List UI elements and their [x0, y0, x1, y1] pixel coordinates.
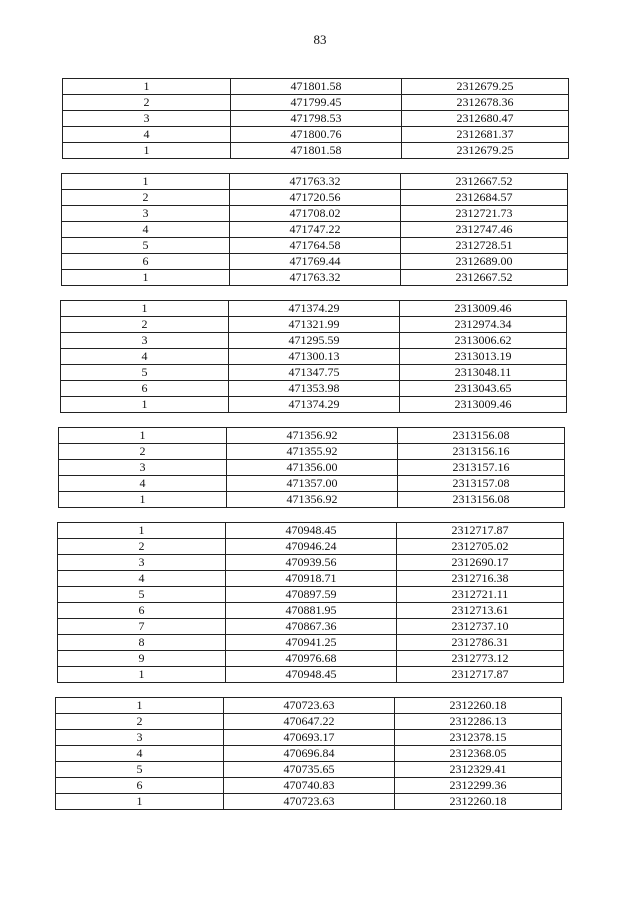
point-number-cell: 1 — [59, 492, 227, 508]
y-coordinate-cell: 2312705.02 — [397, 539, 564, 555]
point-number-cell: 1 — [63, 79, 231, 95]
table-row — [63, 143, 569, 159]
table-row — [61, 349, 567, 365]
table-row — [58, 555, 564, 571]
y-coordinate-cell: 2313156.16 — [398, 444, 565, 460]
table-row — [63, 111, 569, 127]
coordinate-table — [60, 300, 567, 413]
y-coordinate-cell: 2313048.11 — [400, 365, 567, 381]
point-number-cell: 3 — [59, 460, 227, 476]
point-number-cell: 1 — [59, 428, 227, 444]
table-row — [58, 635, 564, 651]
x-coordinate-cell: 470941.25 — [226, 635, 397, 651]
table-row — [56, 778, 562, 794]
x-coordinate-cell: 470723.63 — [224, 794, 395, 810]
x-coordinate-cell: 470647.22 — [224, 714, 395, 730]
y-coordinate-cell: 2312679.25 — [402, 143, 569, 159]
x-coordinate-cell: 471800.76 — [231, 127, 402, 143]
x-coordinate-cell: 470881.95 — [226, 603, 397, 619]
point-number-cell: 5 — [58, 587, 226, 603]
table-row — [63, 79, 569, 95]
table-row — [62, 238, 568, 254]
x-coordinate-cell: 471353.98 — [229, 381, 400, 397]
y-coordinate-cell: 2312716.38 — [397, 571, 564, 587]
x-coordinate-cell: 471300.13 — [229, 349, 400, 365]
y-coordinate-cell: 2313157.08 — [398, 476, 565, 492]
y-coordinate-cell: 2313013.19 — [400, 349, 567, 365]
table-row — [58, 603, 564, 619]
point-number-cell: 8 — [58, 635, 226, 651]
x-coordinate-cell: 470976.68 — [226, 651, 397, 667]
table-row — [58, 571, 564, 587]
table-row — [62, 222, 568, 238]
x-coordinate-cell: 471321.99 — [229, 317, 400, 333]
coordinate-table — [61, 173, 568, 286]
y-coordinate-cell: 2313006.62 — [400, 333, 567, 349]
point-number-cell: 2 — [58, 539, 226, 555]
y-coordinate-cell: 2312378.15 — [395, 730, 562, 746]
y-coordinate-cell: 2313043.65 — [400, 381, 567, 397]
coordinate-tables — [0, 78, 640, 824]
y-coordinate-cell: 2312786.31 — [397, 635, 564, 651]
table-row — [56, 762, 562, 778]
y-coordinate-cell: 2313157.16 — [398, 460, 565, 476]
y-coordinate-cell: 2312260.18 — [395, 698, 562, 714]
point-number-cell: 9 — [58, 651, 226, 667]
x-coordinate-cell: 471799.45 — [231, 95, 402, 111]
x-coordinate-cell: 471356.92 — [227, 428, 398, 444]
table-row — [63, 127, 569, 143]
table-row — [58, 587, 564, 603]
y-coordinate-cell: 2313156.08 — [398, 428, 565, 444]
table-row — [62, 270, 568, 286]
point-number-cell: 4 — [58, 571, 226, 587]
y-coordinate-cell: 2312681.37 — [402, 127, 569, 143]
y-coordinate-cell: 2312689.00 — [401, 254, 568, 270]
table-row — [61, 381, 567, 397]
y-coordinate-cell: 2313009.46 — [400, 301, 567, 317]
y-coordinate-cell: 2312721.73 — [401, 206, 568, 222]
x-coordinate-cell: 471347.75 — [229, 365, 400, 381]
coordinate-table — [57, 522, 564, 683]
point-number-cell: 7 — [58, 619, 226, 635]
point-number-cell: 2 — [63, 95, 231, 111]
point-number-cell: 2 — [61, 317, 229, 333]
y-coordinate-cell: 2312667.52 — [401, 174, 568, 190]
y-coordinate-cell: 2312717.87 — [397, 667, 564, 683]
y-coordinate-cell: 2312974.34 — [400, 317, 567, 333]
y-coordinate-cell: 2312684.57 — [401, 190, 568, 206]
y-coordinate-cell: 2312260.18 — [395, 794, 562, 810]
x-coordinate-cell: 471769.44 — [230, 254, 401, 270]
x-coordinate-cell: 471708.02 — [230, 206, 401, 222]
table-row — [56, 794, 562, 810]
table-row — [59, 444, 565, 460]
y-coordinate-cell: 2312713.61 — [397, 603, 564, 619]
x-coordinate-cell: 471374.29 — [229, 397, 400, 413]
table-row — [61, 333, 567, 349]
x-coordinate-cell: 471798.53 — [231, 111, 402, 127]
table-row — [59, 460, 565, 476]
point-number-cell: 3 — [61, 333, 229, 349]
point-number-cell: 6 — [62, 254, 230, 270]
x-coordinate-cell: 470897.59 — [226, 587, 397, 603]
y-coordinate-cell: 2312728.51 — [401, 238, 568, 254]
table-row — [62, 206, 568, 222]
table-row — [61, 301, 567, 317]
point-number-cell: 4 — [56, 746, 224, 762]
x-coordinate-cell: 471801.58 — [231, 79, 402, 95]
table-row — [56, 746, 562, 762]
table-row — [58, 651, 564, 667]
table-row — [62, 174, 568, 190]
x-coordinate-cell: 471764.58 — [230, 238, 401, 254]
y-coordinate-cell: 2312299.36 — [395, 778, 562, 794]
table-row — [56, 714, 562, 730]
x-coordinate-cell: 471763.32 — [230, 174, 401, 190]
x-coordinate-cell: 470939.56 — [226, 555, 397, 571]
point-number-cell: 1 — [56, 698, 224, 714]
point-number-cell: 2 — [59, 444, 227, 460]
point-number-cell: 1 — [58, 667, 226, 683]
point-number-cell: 5 — [62, 238, 230, 254]
y-coordinate-cell: 2312667.52 — [401, 270, 568, 286]
x-coordinate-cell: 471357.00 — [227, 476, 398, 492]
x-coordinate-cell: 470948.45 — [226, 667, 397, 683]
y-coordinate-cell: 2313009.46 — [400, 397, 567, 413]
point-number-cell: 6 — [58, 603, 226, 619]
point-number-cell: 4 — [61, 349, 229, 365]
y-coordinate-cell: 2312680.47 — [402, 111, 569, 127]
point-number-cell: 1 — [58, 523, 226, 539]
point-number-cell: 4 — [59, 476, 227, 492]
y-coordinate-cell: 2312690.17 — [397, 555, 564, 571]
x-coordinate-cell: 470918.71 — [226, 571, 397, 587]
table-row — [58, 667, 564, 683]
point-number-cell: 6 — [61, 381, 229, 397]
table-row — [58, 523, 564, 539]
point-number-cell: 1 — [62, 270, 230, 286]
x-coordinate-cell: 471801.58 — [231, 143, 402, 159]
point-number-cell: 4 — [62, 222, 230, 238]
coordinate-table — [62, 78, 569, 159]
table-row — [58, 619, 564, 635]
x-coordinate-cell: 470735.65 — [224, 762, 395, 778]
table-row — [61, 397, 567, 413]
point-number-cell: 3 — [56, 730, 224, 746]
table-row — [59, 476, 565, 492]
x-coordinate-cell: 470948.45 — [226, 523, 397, 539]
y-coordinate-cell: 2312678.36 — [402, 95, 569, 111]
table-row — [61, 317, 567, 333]
coordinate-table — [55, 697, 562, 810]
x-coordinate-cell: 471356.92 — [227, 492, 398, 508]
table-row — [62, 254, 568, 270]
point-number-cell: 3 — [62, 206, 230, 222]
x-coordinate-cell: 471355.92 — [227, 444, 398, 460]
point-number-cell: 5 — [56, 762, 224, 778]
x-coordinate-cell: 470867.36 — [226, 619, 397, 635]
x-coordinate-cell: 470696.84 — [224, 746, 395, 762]
point-number-cell: 5 — [61, 365, 229, 381]
point-number-cell: 1 — [63, 143, 231, 159]
x-coordinate-cell: 471720.56 — [230, 190, 401, 206]
y-coordinate-cell: 2312368.05 — [395, 746, 562, 762]
x-coordinate-cell: 470740.83 — [224, 778, 395, 794]
y-coordinate-cell: 2312747.46 — [401, 222, 568, 238]
x-coordinate-cell: 471374.29 — [229, 301, 400, 317]
x-coordinate-cell: 470946.24 — [226, 539, 397, 555]
point-number-cell: 2 — [56, 714, 224, 730]
point-number-cell: 1 — [61, 397, 229, 413]
point-number-cell: 3 — [58, 555, 226, 571]
y-coordinate-cell: 2312737.10 — [397, 619, 564, 635]
table-row — [58, 539, 564, 555]
x-coordinate-cell: 471356.00 — [227, 460, 398, 476]
table-row — [56, 730, 562, 746]
table-row — [61, 365, 567, 381]
y-coordinate-cell: 2312721.11 — [397, 587, 564, 603]
point-number-cell: 1 — [56, 794, 224, 810]
x-coordinate-cell: 471295.59 — [229, 333, 400, 349]
point-number-cell: 1 — [61, 301, 229, 317]
coordinate-table — [58, 427, 565, 508]
table-row — [56, 698, 562, 714]
x-coordinate-cell: 470693.17 — [224, 730, 395, 746]
x-coordinate-cell: 470723.63 — [224, 698, 395, 714]
table-row — [63, 95, 569, 111]
y-coordinate-cell: 2312329.41 — [395, 762, 562, 778]
page-number: 83 — [313, 32, 327, 47]
point-number-cell: 6 — [56, 778, 224, 794]
table-row — [62, 190, 568, 206]
y-coordinate-cell: 2312286.13 — [395, 714, 562, 730]
y-coordinate-cell: 2312679.25 — [402, 79, 569, 95]
x-coordinate-cell: 471747.22 — [230, 222, 401, 238]
y-coordinate-cell: 2312773.12 — [397, 651, 564, 667]
y-coordinate-cell: 2312717.87 — [397, 523, 564, 539]
point-number-cell: 4 — [63, 127, 231, 143]
table-row — [59, 428, 565, 444]
point-number-cell: 2 — [62, 190, 230, 206]
x-coordinate-cell: 471763.32 — [230, 270, 401, 286]
point-number-cell: 3 — [63, 111, 231, 127]
y-coordinate-cell: 2313156.08 — [398, 492, 565, 508]
point-number-cell: 1 — [62, 174, 230, 190]
table-row — [59, 492, 565, 508]
